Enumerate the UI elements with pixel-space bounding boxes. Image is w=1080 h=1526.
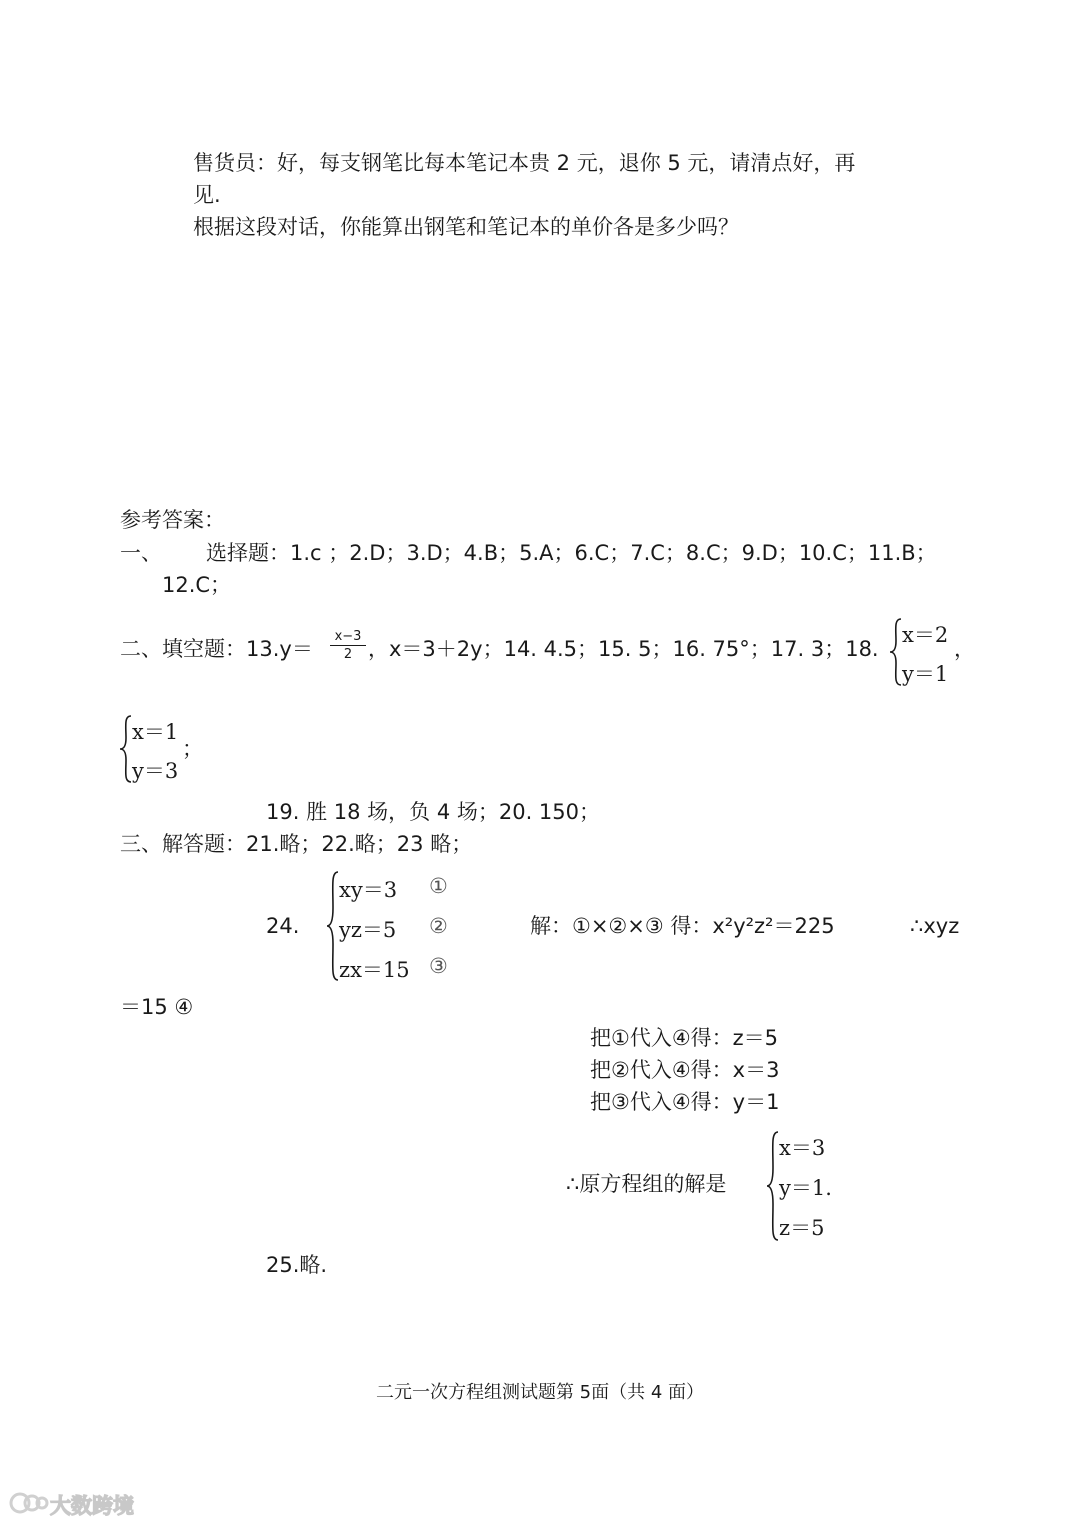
section2-answers: ，x＝3＋2y；14. 4.5；15. 5；16. 75°；17. 3；18. [368, 637, 879, 661]
q24-mark3: ③ [429, 954, 448, 978]
system-18a-eq2: y＝1 [902, 662, 949, 686]
section2-prefix: 二、填空题：13.y＝ [120, 637, 313, 661]
dialogue-line-1: 售货员：好，每支钢笔比每本笔记本贵 2 元，退你 5 元，请清点好，再 [193, 151, 856, 175]
dialogue-line-2: 见. [193, 183, 221, 207]
q24-system [325, 870, 465, 982]
section1-number: 一、 [120, 541, 162, 565]
answers-title: 参考答案： [120, 508, 225, 532]
q24-eq2: yz＝5 [339, 918, 397, 942]
system-separator: ， [954, 637, 975, 661]
fraction-bar [330, 645, 366, 646]
watermark-logo [8, 1488, 148, 1518]
final-eq3: z＝5 [779, 1216, 825, 1240]
q24-label: 24. [266, 914, 300, 938]
section1-line-1: 选择题：1.c ；2.D；3.D；4.B；5.A；6.C；7.C；8.C；9.D；10.C；11.B； [206, 541, 937, 565]
answer-19-20: 19. 胜 18 场，负 4 场；20. 150； [266, 800, 601, 824]
q24-solution: 解：①×②×③ 得：x²y²z²＝225 [530, 914, 835, 938]
fraction-13 [330, 629, 366, 662]
q24-therefore: ∴xyz [910, 914, 960, 938]
final-eq2: y＝1. [779, 1176, 832, 1200]
system-18a-eq1: x＝2 [902, 623, 949, 647]
fraction-denominator: 2 [343, 647, 353, 662]
system-18b-eq2: y＝3 [132, 759, 179, 783]
q24-step-2: 把②代入④得：x＝3 [590, 1058, 780, 1082]
section1-line-2: 12.C； [162, 573, 232, 597]
answer-25: 25.略. [266, 1253, 328, 1277]
watermark-text: 大数跨境 [50, 1494, 134, 1518]
q24-eq1: xy＝3 [339, 878, 398, 902]
page-footer: 二元一次方程组测试题第 5面（共 4 面） [375, 1382, 705, 1403]
q24-mark1: ① [429, 874, 448, 898]
question-text: 根据这段对话，你能算出钢笔和笔记本的单价各是多少吗？ [193, 215, 739, 239]
final-system [765, 1130, 855, 1242]
q24-continuation: ＝15 ④ [120, 995, 194, 1019]
fraction-numerator: x−3 [334, 629, 362, 644]
q24-step-1: 把①代入④得：z＝5 [590, 1026, 779, 1050]
final-eq1: x＝3 [779, 1136, 826, 1160]
q24-step-3: 把③代入④得：y＝1 [590, 1090, 780, 1114]
section3-line: 三、解答题：21.略；22.略；23 略； [120, 832, 473, 856]
system-terminator: ； [182, 737, 203, 761]
q24-eq3: zx＝15 [339, 958, 410, 982]
q24-mark2: ② [429, 914, 448, 938]
system-18b-eq1: x＝1 [132, 720, 179, 744]
q24-conclusion: ∴原方程组的解是 [566, 1172, 727, 1196]
